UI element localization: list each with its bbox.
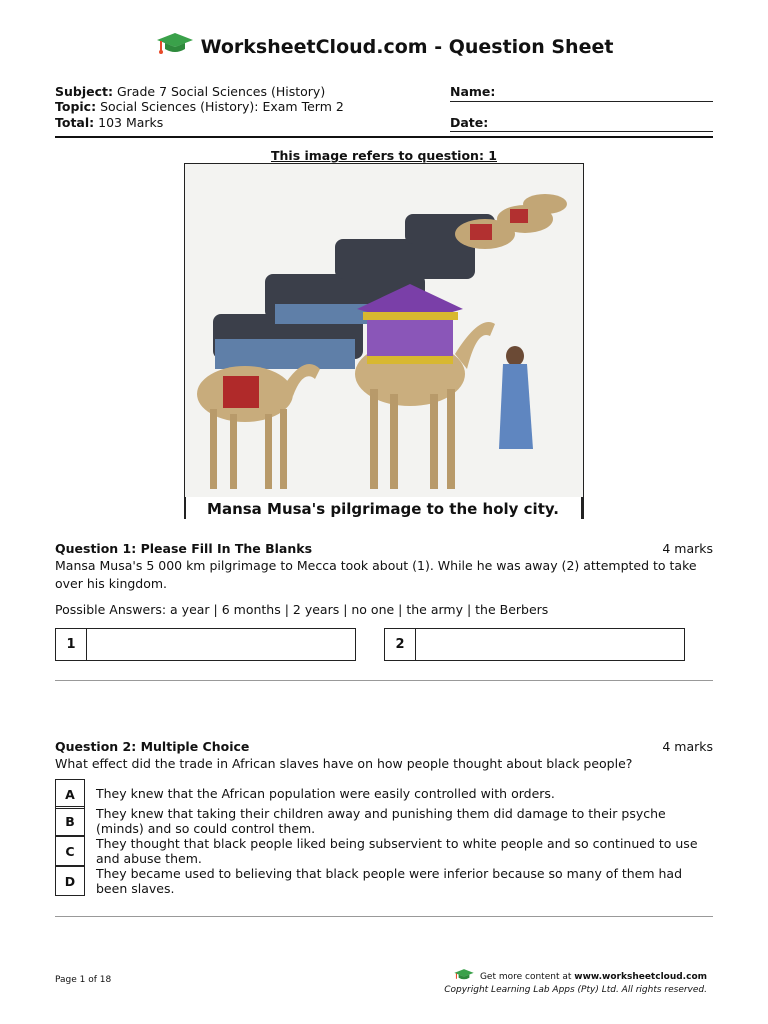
footer-site-link[interactable]: www.worksheetcloud.com bbox=[574, 972, 707, 982]
date-field-line[interactable] bbox=[450, 131, 713, 132]
total-line bbox=[55, 115, 163, 131]
option-c-text: They thought that black people liked being subservient to white people and so continued to use and abuse them. bbox=[96, 836, 698, 866]
footer-promo bbox=[400, 968, 707, 985]
answer-box-number: 1 bbox=[56, 629, 87, 660]
answer-field[interactable] bbox=[416, 629, 684, 660]
page-title bbox=[0, 31, 768, 62]
topic-line bbox=[55, 99, 344, 115]
question-divider bbox=[55, 680, 713, 681]
name-label: Name: bbox=[450, 84, 496, 99]
topic-value: Social Sciences (History): Exam Term 2 bbox=[100, 99, 344, 114]
question-1-possible-answers: Possible Answers: a year | 6 months | 2 years | no one | the army | the Berbers bbox=[55, 602, 549, 617]
question-1-title: Question 1: Please Fill In The Blanks bbox=[55, 541, 313, 556]
subject-line bbox=[55, 84, 325, 100]
question-2-text: What effect did the trade in African slaves have on how people thought about black people? bbox=[55, 756, 633, 771]
option-a-text: They knew that the African population were easily controlled with orders. bbox=[96, 786, 555, 801]
question-1-text: Mansa Musa's 5 000 km pilgrimage to Mecca took about (1). While he was away (2) attempted to take over his kingdom. bbox=[55, 558, 697, 591]
option-c-letter[interactable]: C bbox=[55, 836, 85, 866]
subject-value: Grade 7 Social Sciences (History) bbox=[116, 84, 326, 99]
question-2-marks: 4 marks bbox=[662, 739, 713, 754]
footer-copyright: Copyright Learning Lab Apps (Pty) Ltd. All rights reserved. bbox=[444, 985, 707, 995]
subject-label: Subject: bbox=[55, 84, 113, 99]
footer-get-more: Get more content at bbox=[479, 972, 575, 982]
figure-border-left bbox=[184, 497, 186, 519]
option-a-letter[interactable]: A bbox=[55, 779, 85, 809]
answer-box-2[interactable] bbox=[384, 628, 685, 661]
date-label: Date: bbox=[450, 115, 489, 130]
total-value: 103 Marks bbox=[98, 115, 164, 130]
option-d-text: They became used to believing that black people were inferior because so many of them had been slaves. bbox=[96, 866, 683, 896]
question-2-title: Question 2: Multiple Choice bbox=[55, 739, 250, 754]
figure-caption: Mansa Musa's pilgrimage to the holy city. bbox=[184, 497, 582, 519]
graduation-cap-icon bbox=[155, 31, 195, 62]
title-text: WorksheetCloud.com - Question Sheet bbox=[200, 36, 614, 58]
topic-label: Topic: bbox=[55, 99, 97, 114]
question-1-marks: 4 marks bbox=[662, 541, 713, 556]
answer-box-1[interactable] bbox=[55, 628, 356, 661]
page-number: Page 1 of 18 bbox=[55, 975, 112, 985]
graduation-cap-icon bbox=[451, 968, 477, 985]
question-divider bbox=[55, 916, 713, 917]
answer-box-number: 2 bbox=[385, 629, 416, 660]
pilgrimage-illustration bbox=[184, 163, 584, 519]
figure-border-right bbox=[581, 497, 583, 519]
figure-reference: This image refers to question: 1 bbox=[270, 148, 497, 163]
total-label: Total: bbox=[55, 115, 95, 130]
option-b-text: They knew that taking their children away and punishing them did damage to their psyche (minds) and so could control them. bbox=[96, 806, 666, 836]
option-b-letter[interactable]: B bbox=[55, 806, 85, 836]
name-field-line[interactable] bbox=[450, 101, 713, 102]
option-d-letter[interactable]: D bbox=[55, 866, 85, 896]
header-divider bbox=[55, 136, 713, 138]
answer-field[interactable] bbox=[87, 629, 355, 660]
